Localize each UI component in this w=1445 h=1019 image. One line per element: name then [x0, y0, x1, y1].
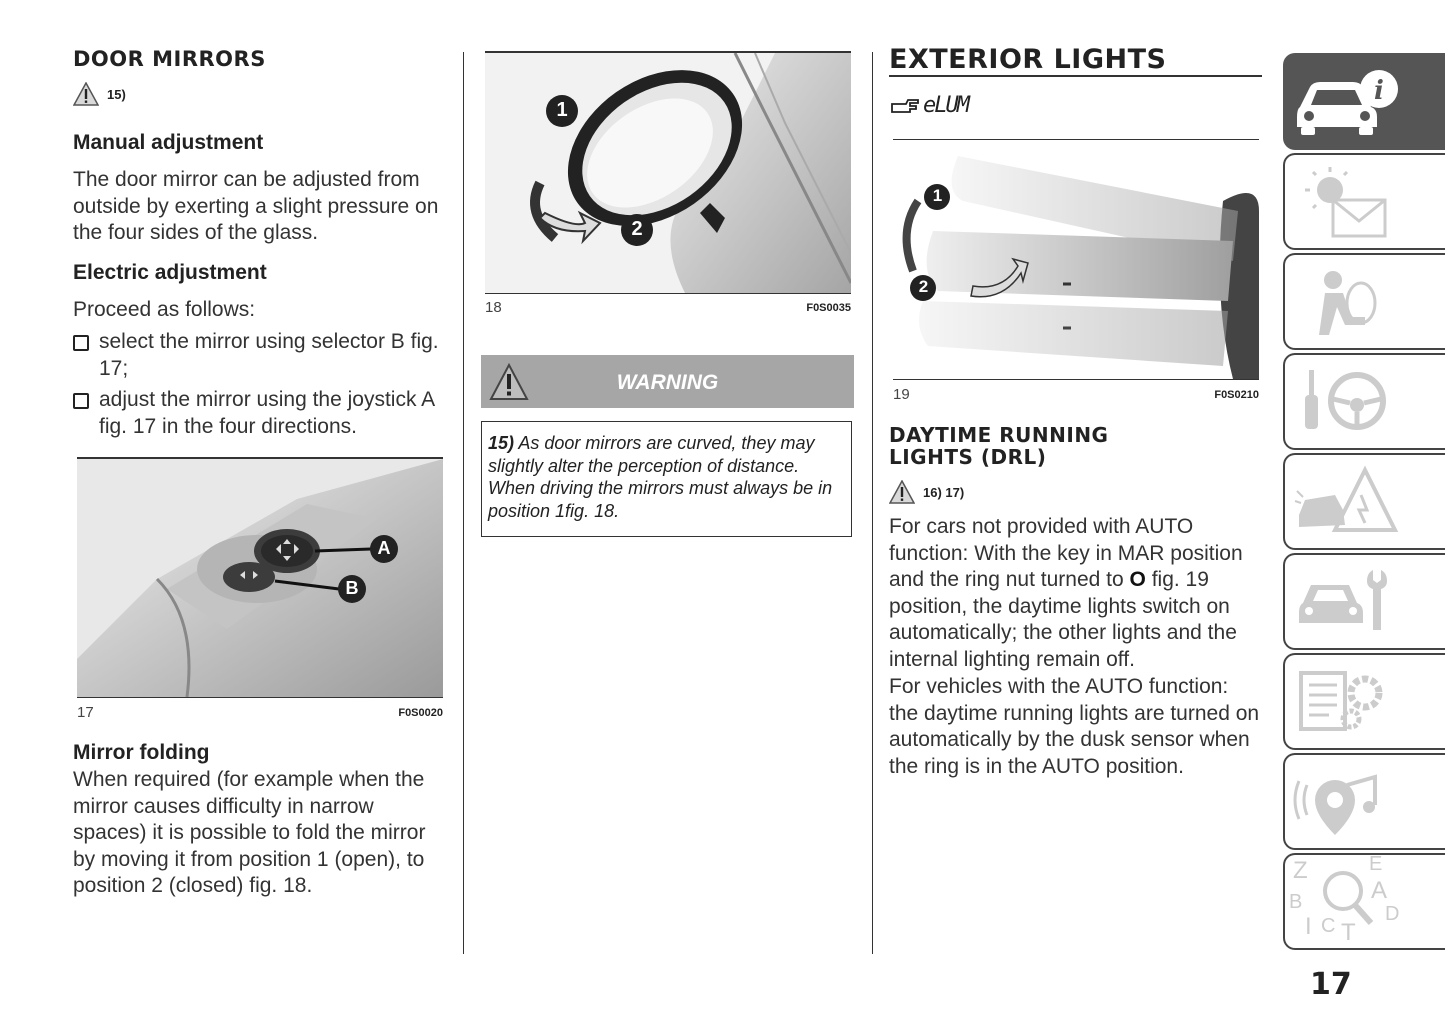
- callout-label-1: 1: [932, 186, 943, 205]
- figure-rule-bottom: [893, 379, 1259, 380]
- mirror-folding-illustration: [485, 53, 851, 293]
- callout-label-a: A: [377, 538, 391, 558]
- tab-in-an-emergency[interactable]: [1283, 453, 1445, 550]
- key-steering-wheel-icon: [1285, 355, 1405, 448]
- warning-ref-number: 15): [107, 86, 126, 102]
- mirror-switch-illustration: [77, 459, 443, 697]
- index-letter: C: [1321, 915, 1336, 937]
- manual-adjustment-text: The door mirror can be adjusted from outside by exerting a slight pressure on the four sides of the glass.: [73, 168, 439, 244]
- figure-17-caption: [77, 704, 443, 721]
- title-underline: [889, 75, 1262, 77]
- bullet-adjust-mirror: [73, 387, 448, 440]
- tab-servicing-care[interactable]: [1283, 553, 1445, 650]
- tab-alphabetical-index[interactable]: [1283, 853, 1445, 950]
- figure-code: F0S0210: [1214, 388, 1259, 401]
- column-divider: [872, 52, 873, 954]
- index-letter: I: [1305, 913, 1312, 940]
- airbag-passenger-icon: [1285, 255, 1405, 348]
- car-wrench-icon: [1285, 555, 1405, 648]
- mirror-folding-text: When required (for example when the mirror causes difficulty in narrow spaces) it is possible to fold the mirror by moving it from position 1 (open), to position 2 (closed) fig. 18.: [73, 768, 426, 897]
- figure-number: 19: [893, 386, 910, 403]
- multimedia-icon: [1285, 755, 1405, 848]
- index-letter: T: [1341, 919, 1356, 946]
- section-title-door-mirrors: DOOR MIRRORS: [73, 47, 266, 71]
- warning-content-text: [488, 432, 850, 522]
- figure-rule-bottom: [485, 293, 851, 294]
- drl-paragraph-2: For vehicles with the AUTO function: the daytime running lights are turned on automatically by the dusk sensor when the ring is in the AUTO position.: [889, 675, 1260, 778]
- drl-paragraph-1: [889, 514, 1261, 673]
- index-letter: A: [1371, 877, 1388, 904]
- figure-rule-bottom: [77, 697, 443, 698]
- callout-label-b: B: [345, 578, 359, 598]
- callout-label-2: 2: [918, 277, 929, 296]
- figure-19-caption: [893, 386, 1259, 403]
- drl-heading-line1: DAYTIME RUNNING: [889, 423, 1109, 447]
- pointing-hand-icon: [890, 94, 920, 118]
- page-number: 17: [1310, 967, 1352, 1002]
- warning-ref-numbers: 16) 17): [923, 484, 965, 500]
- figure-18-caption: [485, 299, 851, 316]
- figure-code: F0S0035: [806, 301, 851, 314]
- index-letter: Z: [1293, 857, 1308, 884]
- section-title-exterior-lights: EXTERIOR LIGHTS: [889, 44, 1167, 75]
- manual-adjustment-heading: Manual adjustment: [73, 131, 264, 154]
- warning-light-message-icon: [1285, 155, 1405, 248]
- index-letter: E: [1369, 853, 1383, 875]
- car-info-icon: [1285, 55, 1405, 148]
- tab-technical-specifications[interactable]: [1283, 653, 1445, 750]
- figure-rule-top: [893, 139, 1259, 140]
- figure-18-mirror-folding: [485, 53, 851, 293]
- proceed-text: Proceed as follows:: [73, 298, 256, 321]
- tab-starting-driving[interactable]: [1283, 353, 1445, 450]
- warning-triangle-icon: [73, 82, 99, 106]
- drl-heading-line2: LIGHTS (DRL): [889, 445, 1047, 469]
- drl-heading: [889, 424, 1108, 468]
- figure-number: 17: [77, 704, 94, 721]
- bullet-select-mirror: [73, 329, 448, 382]
- warning-content-box: [481, 421, 852, 537]
- warning-triangle-icon: [889, 480, 915, 504]
- tab-warning-lights-messages[interactable]: [1283, 153, 1445, 250]
- column-divider: [463, 52, 464, 954]
- figure-19-light-stalk: [893, 141, 1259, 379]
- mirror-folding-heading: Mirror folding: [73, 741, 210, 764]
- specs-gear-icon: [1285, 655, 1405, 748]
- warning-header-bar: [481, 355, 854, 408]
- elum-reference: [890, 93, 968, 118]
- warning-number: 15): [488, 433, 515, 453]
- warning-reference: [73, 82, 126, 106]
- warning-body: As door mirrors are curved, they may slightly alter the perception of distance. When driving the mirrors must always be in position 1fig. 18.: [488, 433, 833, 521]
- figure-number: 18: [485, 299, 502, 316]
- checkbox-bullet-icon: [73, 335, 89, 351]
- figure-17-mirror-switch: [77, 459, 443, 697]
- drl-text-b: fig. 19 position, the daytime lights switch on automatically; the other lights and the internal lighting remain off.: [889, 568, 1237, 671]
- elum-glyph: eLUM: [923, 93, 968, 118]
- bullet-text: select the mirror using selector B fig. 17;: [99, 330, 439, 380]
- tab-safety[interactable]: [1283, 253, 1445, 350]
- callout-label-2: 2: [631, 218, 643, 240]
- tab-multimedia[interactable]: [1283, 753, 1445, 850]
- checkbox-bullet-icon: [73, 393, 89, 409]
- tab-getting-to-know-car[interactable]: [1283, 53, 1445, 150]
- drl-position-o: O: [1129, 568, 1146, 591]
- warning-title: WARNING: [616, 371, 719, 394]
- drl-text-a: For cars not provided with AUTO function: With the key in MAR position and the ring nut turned to: [889, 515, 1243, 591]
- svg-text:i: i: [1374, 76, 1384, 106]
- index-letter: B: [1289, 891, 1303, 913]
- bullet-text: adjust the mirror using the joystick A fig. 17 in the four directions.: [99, 388, 434, 438]
- index-letter: D: [1385, 903, 1400, 925]
- callout-label-1: 1: [556, 99, 568, 121]
- electric-adjustment-heading: Electric adjustment: [73, 261, 267, 284]
- car-crash-warning-icon: [1285, 455, 1405, 548]
- figure-code: F0S0020: [398, 706, 443, 719]
- warning-reference: [889, 480, 964, 504]
- light-stalk-illustration: [893, 141, 1259, 379]
